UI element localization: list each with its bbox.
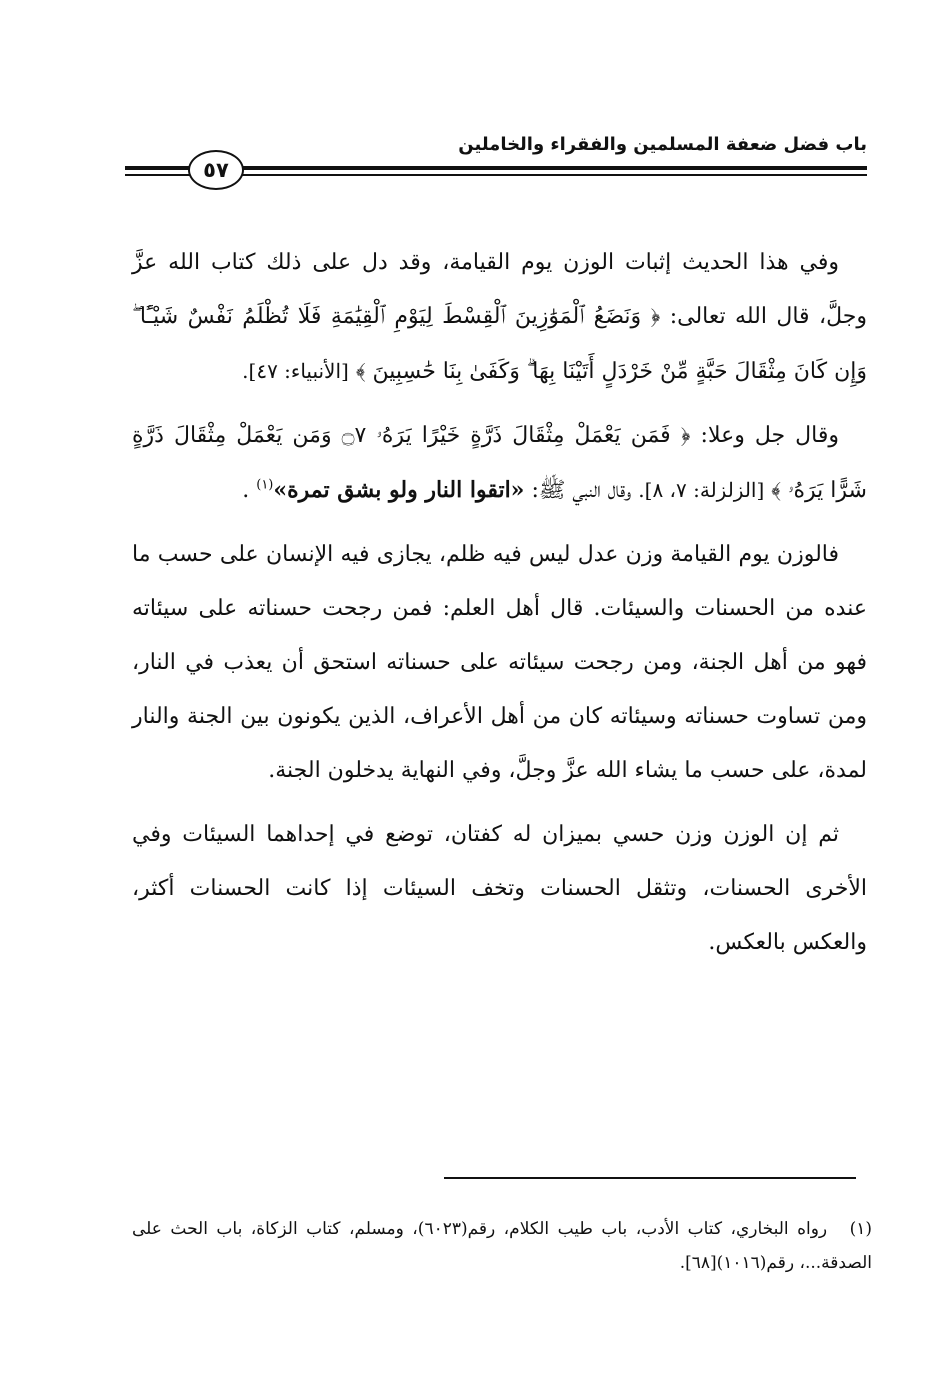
verse-reference-anbiya: [الأنبياء: ٤٧]. — [242, 359, 349, 383]
paragraph-2-end: . — [242, 478, 250, 503]
footnote — [132, 1212, 872, 1280]
footnote-reference: (١) — [256, 477, 274, 493]
paragraph-1 — [132, 236, 867, 399]
hadith-intro: وقال النبي ﷺ: — [531, 478, 632, 503]
footnote-marker: (١) — [849, 1219, 873, 1239]
quran-verse-anbiya: ﴿ وَنَضَعُ ٱلْمَوَٰزِينَ ٱلْقِسْطَ لِيَوْمِ ٱلْقِيَٰمَةِ فَلَا تُظْلَمُ نَفْسٌ شَيْـًٔا ۖ وَإِن كَانَ مِثْقَالَ حَبَّةٍ مِّنْ خَرْدَلٍ أَتَيْنَا بِهَا ۗ وَكَفَىٰ بِنَا حَٰسِبِينَ ﴾ — [132, 304, 867, 384]
verse-reference-zalzalah: [الزلزلة: ٧، ٨]. — [638, 478, 765, 502]
paragraph-3: فالوزن يوم القيامة وزن عدل ليس فيه ظلم، يجازى فيه الإنسان على حسب ما عنده من الحسنات والسيئات. قال أهل العلم: فمن رجحت حسناته على سيئاته فهو من أهل الجنة، ومن رجحت سيئاته على حسناته استحق أن يعذب في النار، ومن تساوت حسناته وسيئاته كان من أهل الأعراف، الذين يكونون بين الجنة والنار لمدة، على حسب ما يشاء الله عزَّ وجلَّ، وفي النهاية يدخلون الجنة. — [132, 542, 867, 783]
paragraph-2-intro: وقال جل وعلا: — [700, 423, 839, 448]
paragraph-4: ثم إن الوزن وزن حسي بميزان له كفتان، توضع في إحداهما السيئات وفي الأخرى الحسنات، وتثقل الحسنات وتخف السيئات إذا كانت الحسنات أكثر، والعكس بالعكس. — [132, 822, 867, 955]
main-text — [132, 236, 867, 980]
footnote-text: رواه البخاري، كتاب الأدب، باب طيب الكلام، رقم(٦٠٢٣)، ومسلم، كتاب الزكاة، باب الحث على الصدقة...، رقم(١٠١٦)[٦٨]. — [132, 1219, 872, 1273]
running-title: باب فضل ضعفة المسلمين والفقراء والخاملين — [458, 134, 867, 155]
page-number: ٥٧ — [188, 150, 244, 190]
footnote-rule — [444, 1177, 856, 1179]
hadith-text: «اتقوا النار ولو بشق تمرة» — [273, 477, 525, 503]
paragraph-1-intro: وفي هذا الحديث إثبات الوزن يوم القيامة، وقد دل على ذلك كتاب الله عزَّ وجلَّ، قال الله تعالى: — [132, 250, 867, 329]
paragraph-2 — [132, 409, 867, 518]
quran-verse-zalzalah: ﴿ فَمَن يَعْمَلْ مِثْقَالَ ذَرَّةٍ خَيْرًا يَرَهُۥ ۝٧ وَمَن يَعْمَلْ مِثْقَالَ ذَرَّةٍ شَرًّا يَرَهُۥ ﴾ — [132, 423, 867, 503]
